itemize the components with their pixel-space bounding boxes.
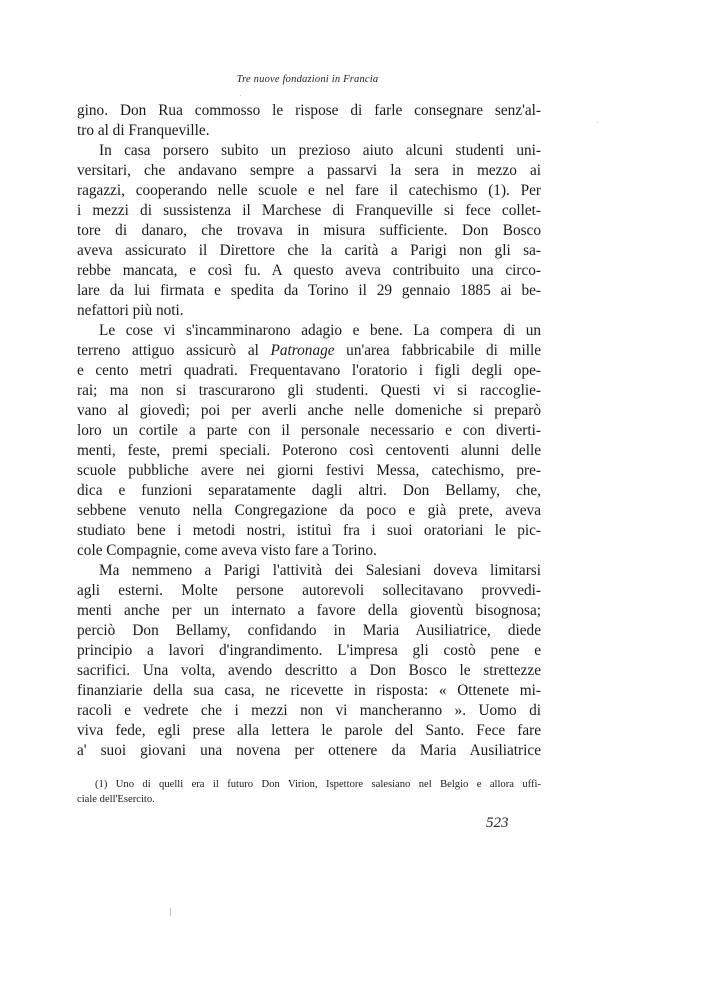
scan-speck [240,95,241,96]
running-head: Tre nuove fondazioni in Francia [236,74,379,85]
text-line: scuole pubbliche avere nei giorni festivi Messa, catechismo, pre- [77,462,541,479]
text-line: gino. Don Rua commosso le rispose di farle consegnare senz'al- [77,102,541,119]
text-line: nefattori più noti. [77,302,184,319]
text-line: versitari, che andavano sempre a passarvi la sera in mezzo ai [77,162,541,179]
italic-term: Patronage [270,342,335,359]
body-text [77,101,541,761]
text-line: perciò Don Bellamy, confidando in Maria Ausiliatrice, diede [77,622,541,639]
text-line: rebbe mancata, e così fu. A questo aveva contribuito una circo- [77,262,541,279]
text-line: tro al di Franqueville. [77,122,210,139]
text-line: menti, feste, premi speciali. Poterono così centoventi alunni delle [77,442,541,459]
text-line: Ma nemmeno a Parigi l'attività dei Salesiani doveva limitarsi [99,562,541,579]
text-line: viva fede, egli prese alla lettera le parole del Santo. Fece fare [77,722,541,739]
text-line: vano al giovedì; poi per averli anche nelle domeniche si preparò [77,402,541,419]
text-line: cole Compagnie, come aveva visto fare a Torino. [77,542,377,559]
scan-speck [597,122,598,123]
footnotes [77,777,541,807]
text-line: racoli e vedrete che i mezzi non vi mancheranno ». Uomo di [77,702,541,719]
text-line: loro un cortile a parte con il personale necessario e con diverti- [77,422,541,439]
text-line: agli esterni. Molte persone autorevoli sollecitavano provvedi- [77,582,541,599]
text-line: studiato bene i metodi nostri, istituì fra i suoi oratoriani le pic- [77,522,541,539]
text-line: ragazzi, cooperando nelle scuole e nel fare il catechismo (1). Per [77,182,541,199]
text-line: finanziarie della sua casa, ne ricevette in risposta: « Ottenete mi- [77,682,541,699]
text-line: In casa porsero subito un prezioso aiuto alcuni studenti uni- [99,142,541,159]
text-line: rai; ma non si trascurarono gli studenti. Questi vi si raccoglie- [77,382,541,399]
text-line: Le cose vi s'incamminarono adagio e bene. La compera di un [99,322,541,339]
text-line: e cento metri quadrati. Frequentavano l'oratorio i figli degli ope- [77,362,541,379]
text-line: sebbene venuto nella Congregazione da poco e già prete, aveva [77,502,541,519]
text-line: terreno attiguo assicurò al Patronage un'area fabbricabile di mille [77,342,541,359]
text-line: menti anche per un internato a favore della gioventù bisognosa; [77,602,541,619]
text-line: aveva assicurato il Direttore che la carità a Parigi non gli sa- [77,242,541,259]
text-line: principio a lavori d'ingrandimento. L'impresa gli costò pene e [77,642,541,659]
text-line: lare da lui firmata e spedita da Torino il 29 gennaio 1885 ai be- [77,282,541,299]
footnote-line: ciale dell'Esercito. [77,794,155,805]
page-number: 523 [486,815,509,831]
text-line: tore di danaro, che trovava in misura sufficiente. Don Bosco [77,222,541,239]
text-line: i mezzi di sussistenza il Marchese di Franqueville si fece collet- [77,202,541,219]
scan-speck [170,908,171,916]
text-line: sacrifici. Una volta, avendo descritto a Don Bosco le strettezze [77,662,541,679]
text-line: dica e funzioni separatamente dagli altri. Don Bellamy, che, [77,482,541,499]
footnote-line: (1) Uno di quelli era il futuro Don Virion, Ispettore salesiano nel Belgio e allora uffi- [95,779,541,790]
text-line: a' suoi giovani una novena per ottenere da Maria Ausiliatrice [77,742,541,759]
